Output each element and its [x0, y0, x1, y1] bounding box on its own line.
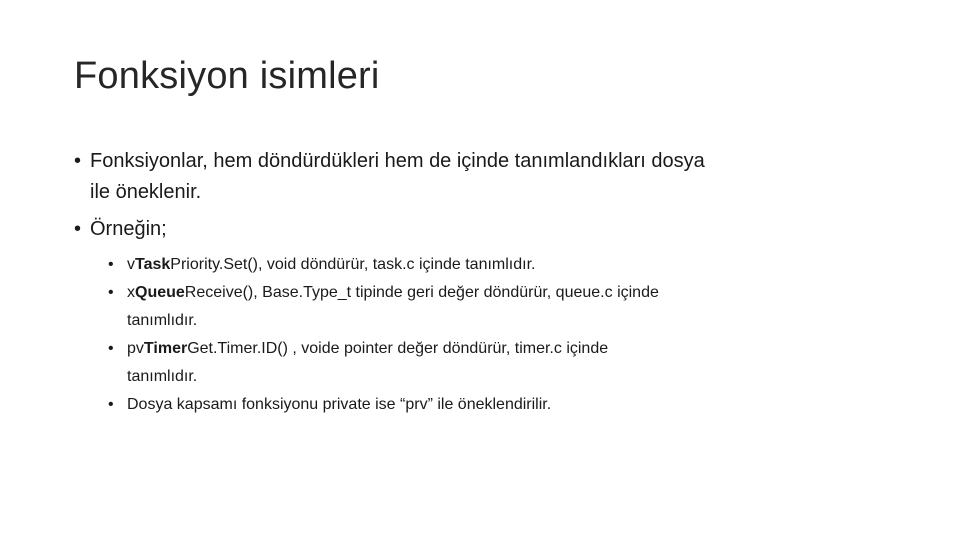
bullet-icon: •	[108, 284, 114, 301]
bullet-point	[74, 146, 894, 208]
slide-title: Fonksiyon isimleri	[74, 55, 380, 97]
name-module: Task	[135, 256, 171, 273]
slide-body	[74, 146, 894, 419]
bullet-text-line: ile öneklenir.	[90, 181, 202, 203]
name-rest: Receive(), Base.Type_t tipinde geri değer döndürür, queue.c içinde	[184, 284, 659, 301]
bullet-point	[74, 214, 894, 245]
sub-bullet-point	[108, 391, 894, 419]
name-prefix: x	[127, 284, 135, 301]
name-rest: Priority.Set(), void döndürür, task.c içinde tanımlıdır.	[170, 256, 536, 273]
sub-bullet-text-continued: tanımlıdır.	[127, 368, 198, 385]
sub-bullet-list	[74, 251, 894, 419]
bullet-icon: •	[74, 218, 82, 240]
sub-bullet-text	[127, 335, 894, 363]
name-module: Queue	[135, 284, 185, 301]
sub-bullet-text	[127, 279, 894, 307]
bullet-text-line: Fonksiyonlar, hem döndürdükleri hem de içinde tanımlandıkları dosya	[90, 150, 705, 172]
bullet-icon: •	[108, 340, 114, 357]
name-rest: Get.Timer.ID() , voide pointer değer döndürür, timer.c içinde	[187, 340, 609, 357]
bullet-icon: •	[74, 150, 82, 172]
name-prefix: v	[127, 256, 135, 273]
sub-bullet-text-continued: tanımlıdır.	[127, 312, 198, 329]
name-module: Timer	[143, 340, 188, 357]
sub-bullet-text: Dosya kapsamı fonksiyonu private ise “prv” ile öneklendirilir.	[127, 396, 552, 413]
bullet-icon: •	[108, 256, 114, 273]
bullet-icon: •	[108, 396, 114, 413]
sub-bullet-point	[108, 251, 894, 279]
sub-bullet-point	[108, 279, 894, 335]
sub-bullet-point	[108, 335, 894, 391]
sub-bullet-text	[127, 251, 894, 279]
name-prefix: pv	[127, 340, 144, 357]
bullet-text: Örneğin;	[90, 218, 167, 240]
